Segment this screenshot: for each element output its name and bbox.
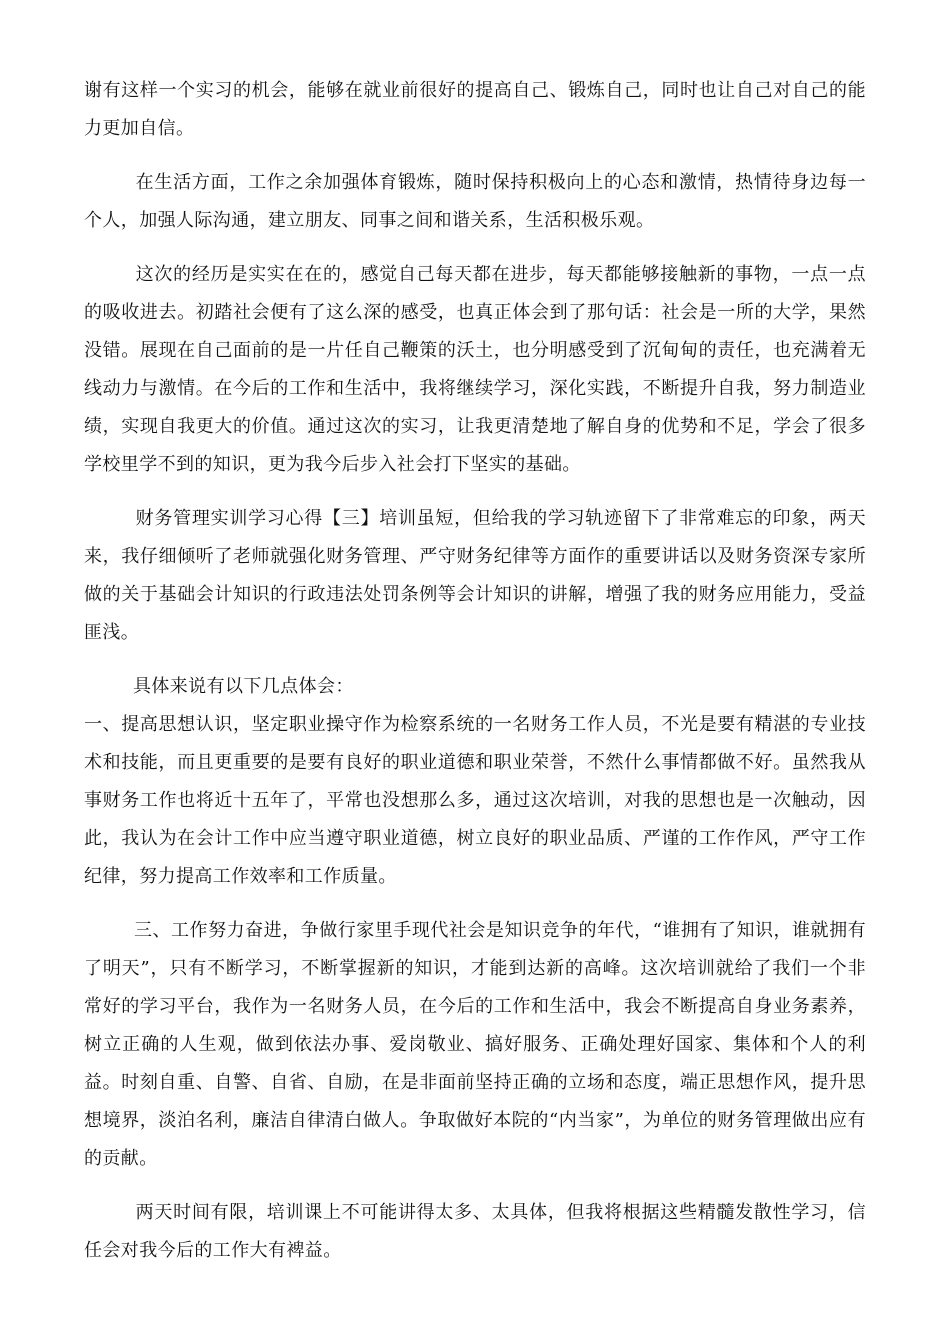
paragraph-7: 三、工作努力奋进，争做行家里手现代社会是知识竞争的年代，“谁拥有了知识，谁就拥有了明天”，只有不断学习，不断掌握新的知识，才能到达新的高峰。这次培训就给了我们一个非常好的学习平台，我作为一名财务人员，在今后的工作和生活中，我会不断提高自身业务素养，树立正确的人生观，做到依法办事、爱岗敬业、搞好服务、正确处理好国家、集体和个人的利益。时刻自重、自警、自省、自励，在是非面前坚持正确的立场和态度，端正思想作风，提升思想境界，淡泊名利，廉洁自律清白做人。争取做好本院的“内当家”，为单位的财务管理做出应有的贡献。 (84, 920, 866, 1169)
paragraph-3: 这次的经历是实实在在的，感觉自己每天都在进步，每天都能够接触新的事物，一点一点的吸收进去。初踏社会便有了这么深的感受，也真正体会到了那句话：社会是一所的大学，果然没错。展现在自己面前的是一片任自己鞭策的沃土，也分明感受到了沉甸甸的责任，也充满着无线动力与激情。在今后的工作和生活中，我将继续学习，深化实践，不断提升自我，努力制造业绩，实现自我更大的价值。通过这次的实习，让我更清楚地了解自身的优势和不足，学会了很多学校里学不到的知识，更为我今后步入社会打下坚实的基础。 (84, 264, 866, 475)
paragraph-2: 在生活方面，工作之余加强体育锻炼，随时保持积极向上的心态和激情，热情待身边每一个人，加强人际沟通，建立朋友、同事之间和谐关系，生活积极乐观。 (84, 172, 866, 231)
paragraph-6: 一、提高思想认识，坚定职业操守作为检察系统的一名财务工作人员，不光是要有精湛的专业技术和技能，而且更重要的是要有良好的职业道德和职业荣誉，不然什么事情都做不好。虽然我从事财务工作也将近十五年了，平常也没想那么多，通过这次培训，对我的思想也是一次触动，因此，我认为在会计工作中应当遵守职业道德，树立良好的职业品质、严谨的工作作风，严守工作纪律，努力提高工作效率和工作质量。 (84, 714, 866, 887)
paragraph-8: 两天时间有限，培训课上不可能讲得太多、太具体，但我将根据这些精髓发散性学习，信任会对我今后的工作大有裨益。 (84, 1202, 866, 1261)
paragraph-1: 谢有这样一个实习的机会，能够在就业前很好的提高自己、锻炼自己，同时也让自己对自己的能力更加自信。 (84, 80, 866, 139)
paragraph-5: 具体来说有以下几点体会： (84, 676, 354, 697)
paragraph-4: 财务管理实训学习心得【三】培训虽短，但给我的学习轨迹留下了非常难忘的印象，两天来，我仔细倾听了老师就强化财务管理、严守财务纪律等方面作的重要讲话以及财务资深专家所做的关于基础会计知识的行政违法处罚条例等会计知识的讲解，增强了我的财务应用能力，受益匪浅。 (84, 508, 866, 643)
